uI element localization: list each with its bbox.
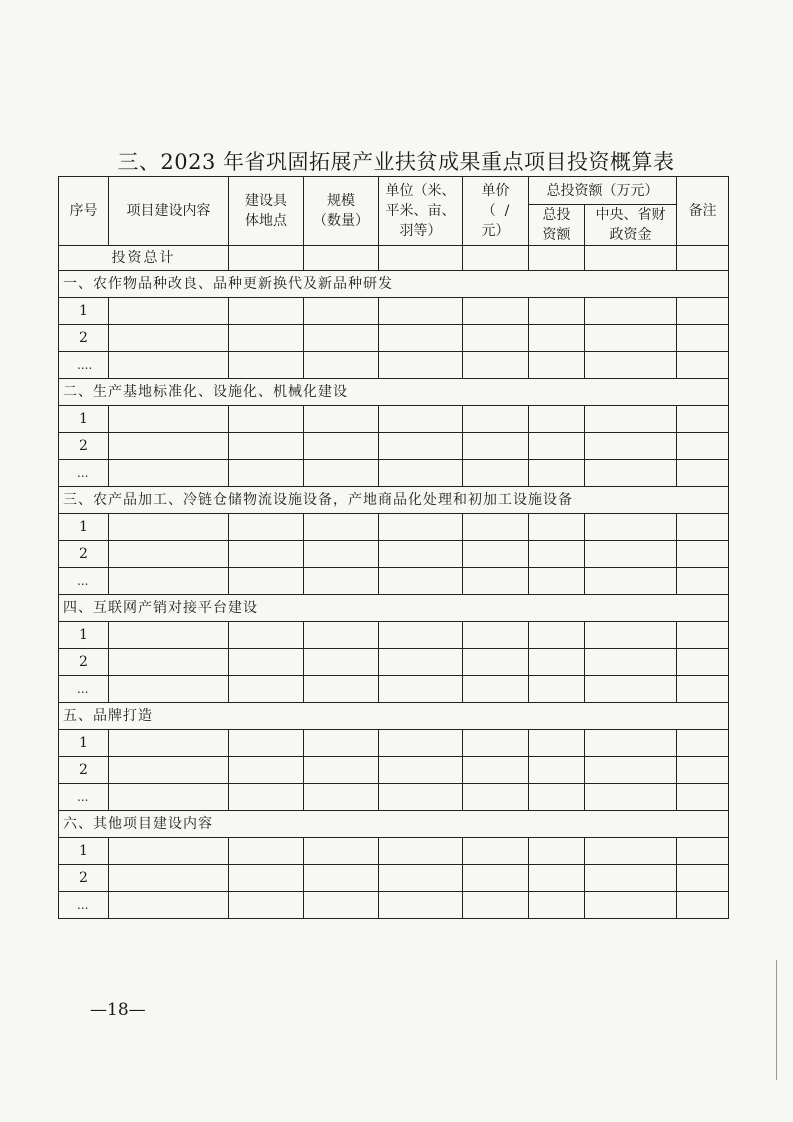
table-cell [109,325,229,352]
table-cell [463,352,529,379]
section-title: 一、农作物品种改良、品种更新换代及新品种研发 [59,271,729,298]
table-cell [304,514,379,541]
header-scale: 规模 （数量） [304,177,379,246]
table-cell [529,622,585,649]
table-cell [677,622,729,649]
table-cell [677,460,729,487]
table-cell [229,514,304,541]
table-cell [109,433,229,460]
table-cell [585,730,677,757]
table-cell [379,541,463,568]
table-cell [463,865,529,892]
table-cell [463,892,529,919]
row-seq: 2 [59,757,109,784]
table-cell [585,514,677,541]
table-cell [109,622,229,649]
table-cell [585,460,677,487]
table-cell [677,514,729,541]
investment-estimate-table [58,176,729,919]
table-cell [677,730,729,757]
table-cell [109,730,229,757]
table-cell [379,460,463,487]
table-body [59,271,729,919]
table-cell [529,865,585,892]
table-cell [677,757,729,784]
table-cell [304,676,379,703]
table-cell [529,892,585,919]
header-seq: 序号 [59,177,109,246]
table-cell [379,622,463,649]
table-cell [109,676,229,703]
table-cell [585,676,677,703]
table-cell [529,325,585,352]
table-cell [585,406,677,433]
table-row [59,865,729,892]
table-cell [109,757,229,784]
table-cell [229,892,304,919]
table-cell [379,514,463,541]
table-row [59,352,729,379]
table-cell [463,757,529,784]
header-unit: 单位（米、 平米、亩、 羽等） [379,177,463,246]
table-cell [585,352,677,379]
table-cell [529,757,585,784]
table-cell [379,298,463,325]
table-row [59,784,729,811]
table-cell [109,406,229,433]
table-cell [229,676,304,703]
table-row [59,568,729,595]
table-cell [229,784,304,811]
table-cell [379,892,463,919]
table-cell [677,649,729,676]
table-cell [585,784,677,811]
table-cell [109,892,229,919]
table-cell [585,298,677,325]
table-cell [229,298,304,325]
table-cell [529,460,585,487]
table-cell [585,541,677,568]
table-cell [379,730,463,757]
table-cell [585,757,677,784]
table-cell [229,649,304,676]
table-cell [677,892,729,919]
table-cell [109,568,229,595]
table-cell [229,622,304,649]
margin-mark [776,960,777,1080]
table-cell [677,676,729,703]
header-sub-fiscal: 中央、省财 政资金 [585,205,677,246]
header-price: 单价 （ / 元） [463,177,529,246]
table-cell [229,433,304,460]
table-cell [677,352,729,379]
table-row [59,838,729,865]
row-seq: 2 [59,433,109,460]
row-seq: ... [59,676,109,703]
section-row [59,595,729,622]
total-row [59,246,729,271]
header-remark: 备注 [677,177,729,246]
table-cell [677,298,729,325]
table-cell [379,757,463,784]
table-cell [463,325,529,352]
total-row-label: 投资总计 [59,246,229,271]
table-cell [677,325,729,352]
table-cell [379,784,463,811]
table-row [59,757,729,784]
page-number: —18— [90,1000,146,1020]
table-row [59,892,729,919]
table-cell [463,676,529,703]
row-seq: 1 [59,406,109,433]
row-seq: 1 [59,622,109,649]
table-cell [109,865,229,892]
table-row [59,325,729,352]
table-cell [529,352,585,379]
table-cell [109,784,229,811]
table-cell [529,298,585,325]
table-cell [229,865,304,892]
table-cell [304,649,379,676]
table-cell [529,568,585,595]
table-cell [379,325,463,352]
table-cell [677,784,729,811]
table-cell [304,757,379,784]
table-cell [529,433,585,460]
table-row [59,730,729,757]
section-title: 六、其他项目建设内容 [59,811,729,838]
table-cell [677,568,729,595]
table-cell [379,676,463,703]
header-sub-total: 总投 资额 [529,205,585,246]
table-cell [677,433,729,460]
table-cell [304,541,379,568]
table-cell [463,568,529,595]
table-cell [529,676,585,703]
table-row [59,298,729,325]
table-cell [585,568,677,595]
table-cell [677,406,729,433]
table-cell [304,622,379,649]
table-cell [529,649,585,676]
table-cell [529,541,585,568]
table-cell [529,730,585,757]
section-row [59,271,729,298]
table-title: 三、2023 年省巩固拓展产业扶贫成果重点项目投资概算表 [117,150,675,174]
row-seq: 1 [59,730,109,757]
table-cell [229,568,304,595]
section-row [59,379,729,406]
table-cell [229,460,304,487]
table-cell [463,514,529,541]
table-cell [463,406,529,433]
table-row [59,676,729,703]
table-cell [229,838,304,865]
table-cell [304,730,379,757]
table-cell [379,649,463,676]
table-row [59,649,729,676]
table-cell [463,541,529,568]
table-cell [304,298,379,325]
section-title: 三、农产品加工、冷链仓储物流设施设备，产地商品化处理和初加工设施设备 [59,487,729,514]
table-cell [379,568,463,595]
table-cell [109,460,229,487]
table-cell [229,757,304,784]
table-cell [229,325,304,352]
header-content: 项目建设内容 [109,177,229,246]
table-cell [304,406,379,433]
table-cell [109,649,229,676]
table-row [59,406,729,433]
table-cell [463,784,529,811]
table-cell [379,406,463,433]
table-cell [379,433,463,460]
table-cell [529,514,585,541]
table-cell [109,541,229,568]
section-title: 五、品牌打造 [59,703,729,730]
table-cell [229,730,304,757]
table-row [59,514,729,541]
table-row [59,541,729,568]
table-cell [304,865,379,892]
section-title: 四、互联网产销对接平台建设 [59,595,729,622]
section-title: 二、生产基地标准化、设施化、机械化建设 [59,379,729,406]
table-cell [463,649,529,676]
table-cell [304,433,379,460]
table-cell [109,352,229,379]
table-row [59,433,729,460]
table-cell [585,622,677,649]
row-seq: 2 [59,649,109,676]
table-cell [529,838,585,865]
table-cell [304,892,379,919]
row-seq: ... [59,892,109,919]
section-row [59,811,729,838]
row-seq: ... [59,568,109,595]
table-cell [109,298,229,325]
table-cell [304,838,379,865]
table-cell [585,892,677,919]
row-seq: 1 [59,514,109,541]
row-seq: 2 [59,325,109,352]
table-cell [379,352,463,379]
row-seq: ... [59,784,109,811]
row-seq: .... [59,352,109,379]
table-cell [379,865,463,892]
table-cell [585,433,677,460]
table-cell [229,541,304,568]
section-row [59,703,729,730]
table-cell [463,433,529,460]
row-seq: 2 [59,865,109,892]
row-seq: ... [59,460,109,487]
row-seq: 1 [59,298,109,325]
section-row [59,487,729,514]
row-seq: 2 [59,541,109,568]
table-row [59,622,729,649]
table-cell [463,460,529,487]
table-cell [463,730,529,757]
table-cell [585,865,677,892]
table-cell [585,838,677,865]
table-cell [463,298,529,325]
header-location: 建设具 体地点 [229,177,304,246]
table-cell [304,568,379,595]
table-cell [463,838,529,865]
table-cell [304,784,379,811]
header-total-investment: 总投资额（万元） [529,177,677,205]
table-cell [677,541,729,568]
table-cell [109,838,229,865]
table-cell [677,865,729,892]
table-cell [304,460,379,487]
row-seq: 1 [59,838,109,865]
table-cell [109,514,229,541]
table-cell [304,325,379,352]
table-row [59,460,729,487]
table-cell [304,352,379,379]
table-cell [585,325,677,352]
table-cell [529,406,585,433]
table-cell [229,406,304,433]
table-cell [529,784,585,811]
table-cell [677,838,729,865]
table-cell [463,622,529,649]
table-cell [379,838,463,865]
table-cell [585,649,677,676]
table-cell [229,352,304,379]
